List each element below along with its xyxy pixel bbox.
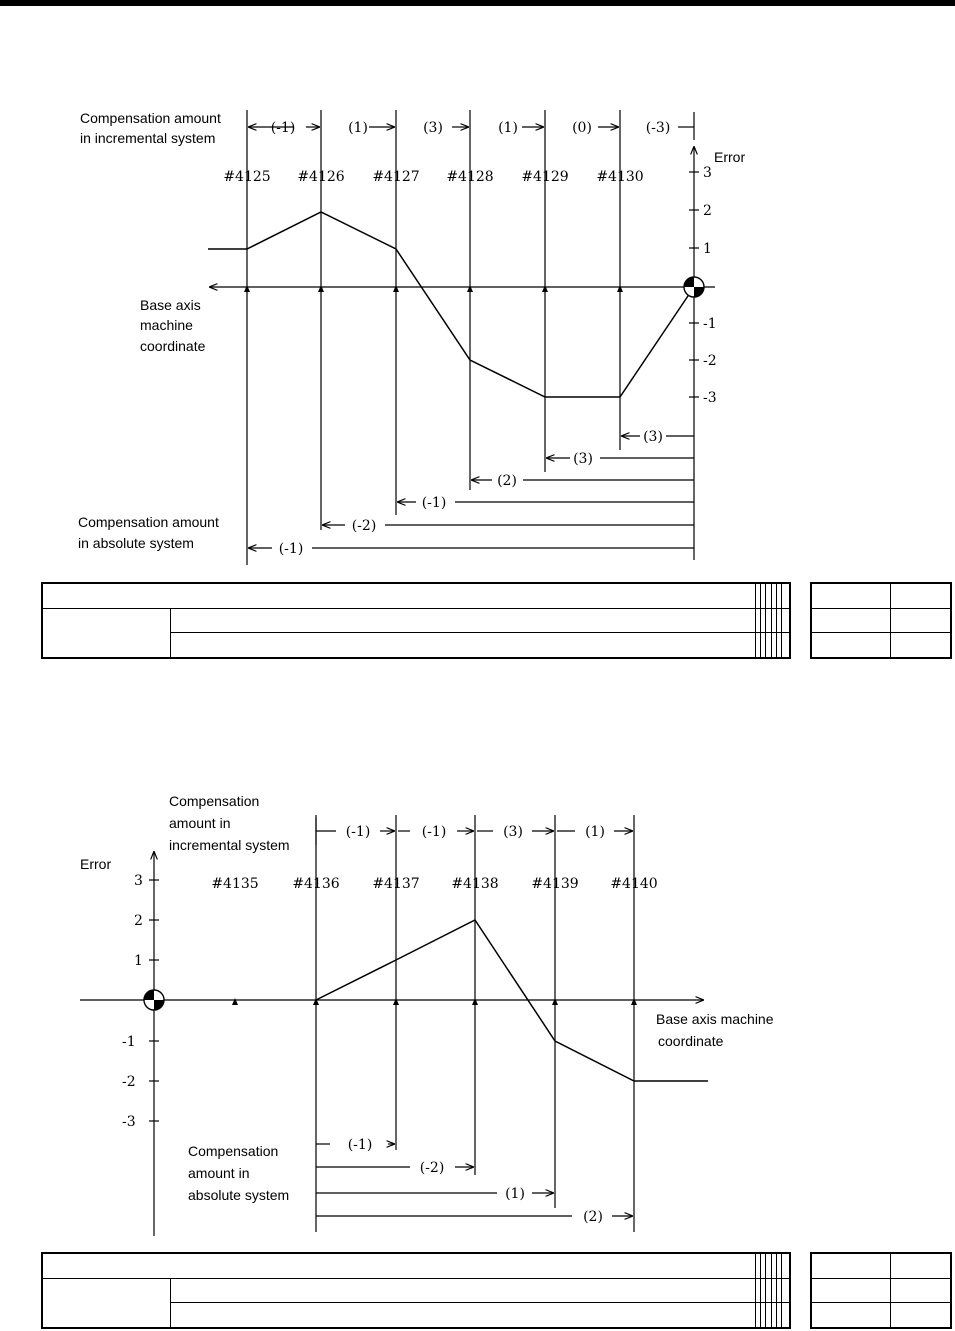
top-abs-value: (-1) — [421, 495, 447, 511]
top-inc-value: (-3) — [645, 120, 671, 136]
top-labels — [78, 110, 745, 557]
bottom-absolute-arrows — [316, 1144, 632, 1216]
table-cell — [811, 608, 891, 633]
bottom-y-tick-label: 1 — [134, 953, 143, 969]
table-cell — [42, 583, 755, 608]
top-inc-value: (0) — [572, 120, 592, 136]
table-cell — [782, 1278, 790, 1303]
bottom-abs-value: (-1) — [347, 1137, 373, 1153]
bottom-absolute-label-1: Compensation — [188, 1143, 279, 1159]
top-y-tick-label: 2 — [703, 203, 712, 219]
table-cell — [782, 1253, 790, 1278]
bottom-y-tick-label: -2 — [122, 1074, 136, 1090]
top-abs-value: (-1) — [278, 541, 304, 557]
bottom-y-tick-label: 3 — [134, 873, 143, 889]
bottom-absolute-label-2: amount in — [188, 1165, 250, 1181]
bottom-absolute-label-3: absolute system — [188, 1187, 290, 1203]
bottom-origin-symbol — [144, 990, 164, 1010]
bottom-base-axis-label-2: coordinate — [658, 1033, 724, 1049]
top-param: #4127 — [372, 169, 420, 185]
bottom-incremental-label-2: amount in — [169, 815, 231, 831]
top-absolute-label-2: in absolute system — [78, 535, 194, 551]
bottom-y-tick-label: -3 — [122, 1114, 136, 1130]
table-cell — [782, 583, 790, 608]
table-cell — [782, 633, 790, 658]
table-cell — [891, 608, 952, 633]
table-cell — [171, 633, 756, 658]
top-side-table — [810, 582, 952, 659]
bottom-inc-value: (-1) — [345, 824, 371, 840]
top-absolute-arrows — [249, 436, 694, 548]
top-param: #4126 — [297, 169, 345, 185]
bottom-param: #4136 — [292, 876, 340, 892]
top-abs-value: (2) — [497, 473, 517, 489]
bottom-param: #4139 — [531, 876, 579, 892]
bottom-base-axis-label-1: Base axis machine — [656, 1011, 774, 1027]
table-cell — [782, 1303, 790, 1328]
top-abs-value: (-2) — [351, 518, 377, 534]
top-incremental-arrows — [249, 112, 694, 140]
bottom-abs-value: (-2) — [419, 1160, 445, 1176]
top-y-tick-label: -3 — [703, 390, 717, 406]
bottom-inc-value: (-1) — [421, 824, 447, 840]
bottom-param: #4138 — [451, 876, 499, 892]
top-axis-markers — [244, 285, 623, 292]
table-cell — [811, 633, 891, 658]
bottom-abs-value: (1) — [505, 1186, 525, 1202]
table-cell — [891, 1278, 952, 1303]
bottom-side-table — [810, 1252, 952, 1329]
bottom-inc-value: (1) — [585, 824, 605, 840]
bottom-y-tick-label: -1 — [122, 1034, 136, 1050]
bottom-inc-value: (3) — [503, 824, 523, 840]
bottom-y-tick-label: 2 — [134, 913, 143, 929]
top-inc-value: (-1) — [270, 120, 296, 136]
table-cell — [811, 1303, 891, 1328]
top-abs-value: (3) — [643, 429, 663, 445]
table-cell — [782, 608, 790, 633]
bottom-error-label: Error — [80, 856, 112, 872]
table-cell — [171, 608, 756, 633]
bottom-param: #4135 — [211, 876, 259, 892]
top-origin-symbol — [684, 277, 704, 297]
table-cell — [42, 1253, 755, 1278]
top-base-axis-label-3: coordinate — [140, 338, 206, 354]
top-inc-value: (3) — [423, 120, 443, 136]
top-inc-value: (1) — [348, 120, 368, 136]
top-param: #4128 — [446, 169, 494, 185]
top-parameter-table — [41, 582, 791, 659]
table-cell — [811, 1278, 891, 1303]
top-incremental-label-1: Compensation amount — [80, 110, 221, 126]
top-error-label: Error — [714, 149, 746, 165]
top-param: #4130 — [596, 169, 644, 185]
bottom-param: #4137 — [372, 876, 420, 892]
top-y-tick-label: -2 — [703, 353, 717, 369]
top-base-axis-label-1: Base axis — [140, 297, 201, 313]
bottom-axis-markers — [232, 998, 637, 1005]
bottom-parameter-table — [41, 1252, 791, 1329]
bottom-incremental-label-3: incremental system — [169, 837, 290, 853]
top-param: #4129 — [521, 169, 569, 185]
table-cell — [171, 1278, 756, 1303]
bottom-param: #4140 — [610, 876, 658, 892]
table-cell — [171, 1303, 756, 1328]
table-cell — [42, 608, 171, 658]
top-y-tick-label: 3 — [703, 165, 712, 181]
table-cell — [811, 1253, 891, 1278]
top-absolute-label-1: Compensation amount — [78, 514, 219, 530]
table-cell — [891, 1303, 952, 1328]
top-param: #4125 — [223, 169, 271, 185]
table-cell — [811, 583, 891, 608]
top-inc-value: (1) — [498, 120, 518, 136]
top-base-axis-label-2: machine — [140, 317, 193, 333]
top-incremental-label-2: in incremental system — [80, 130, 216, 146]
table-cell — [42, 1278, 171, 1328]
top-y-tick-label: 1 — [703, 241, 712, 257]
top-error-curve — [208, 212, 694, 397]
table-cell — [891, 1253, 952, 1278]
top-abs-value: (3) — [573, 451, 593, 467]
table-cell — [891, 633, 952, 658]
bottom-abs-value: (2) — [583, 1209, 603, 1225]
table-cell — [891, 583, 952, 608]
bottom-labels — [80, 793, 774, 1225]
top-y-tick-label: -1 — [703, 316, 717, 332]
bottom-incremental-label-1: Compensation — [169, 793, 260, 809]
